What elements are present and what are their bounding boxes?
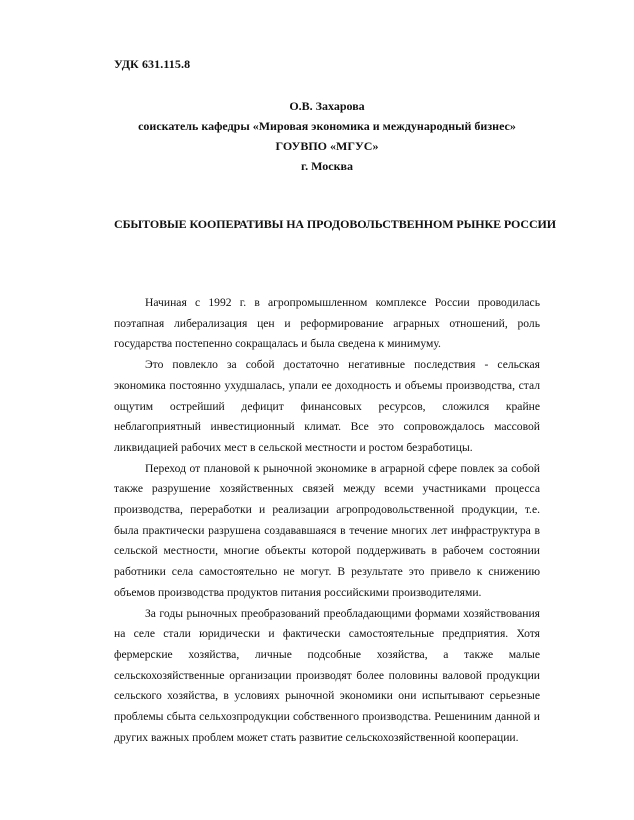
paragraph: Это повлекло за собой достаточно негативные последствия - сельская экономика постоянно ухудшалась, упали ее доходность и объемы производства, стал ощутим острейший дефицит финансовых ресурсов, сложился крайне неблагоприятный инвестиционный климат. Все это сопровождалось массовой ликвидацией рабочих мест в сельской местности и ростом безработицы. bbox=[114, 358, 540, 454]
author-position: соискатель кафедры «Мировая экономика и международный бизнес» bbox=[138, 119, 516, 133]
paragraph: Переход от плановой к рыночной экономике в аграрной сфере повлек за собой также разрушение хозяйственных связей между всеми участниками процесса производства, переработки и реализации агропродовольственной продукции, т.е. была практически разрушена создававшаяся в течение многих лет инфраструктура в сельской местности, многие объекты которой поддерживать в рабочем состоянии работники села самостоятельно не могут. В результате это привело к снижению объемов производства продуктов питания российскими производителями. bbox=[114, 461, 540, 599]
article-body bbox=[114, 293, 540, 748]
author-name: О.В. Захарова bbox=[289, 99, 365, 113]
paragraph: За годы рыночных преобразований преобладающими формами хозяйствования на селе стали юридически и фактически самостоятельные предприятия. Хотя фермерские хозяйства, личные подсобные хозяйства, а также малые сельскохозяйственные организации производят более половины валовой продукции сельского хозяйства, в условиях рыночной экономики они испытывают серьезные проблемы сбыта сельхозпродукции собственного производства. Решениним данной и других важных проблем может стать развитие сельскохозяйственной кооперации. bbox=[114, 606, 540, 744]
author-city: г. Москва bbox=[301, 159, 353, 173]
article-title: СБЫТОВЫЕ КООПЕРАТИВЫ НА ПРОДОВОЛЬСТВЕННОМ РЫНКЕ РОССИИ bbox=[114, 217, 557, 231]
paragraph: Начиная с 1992 г. в агропромышленном комплексе России проводилась поэтапная либерализация цен и реформирование аграрных отношений, роль государства постепенно сокращалась и была сведена к минимуму. bbox=[114, 296, 540, 351]
udk-code: УДК 631.115.8 bbox=[114, 57, 191, 71]
author-block bbox=[114, 96, 540, 176]
author-institution: ГОУВПО «МГУС» bbox=[275, 139, 379, 153]
